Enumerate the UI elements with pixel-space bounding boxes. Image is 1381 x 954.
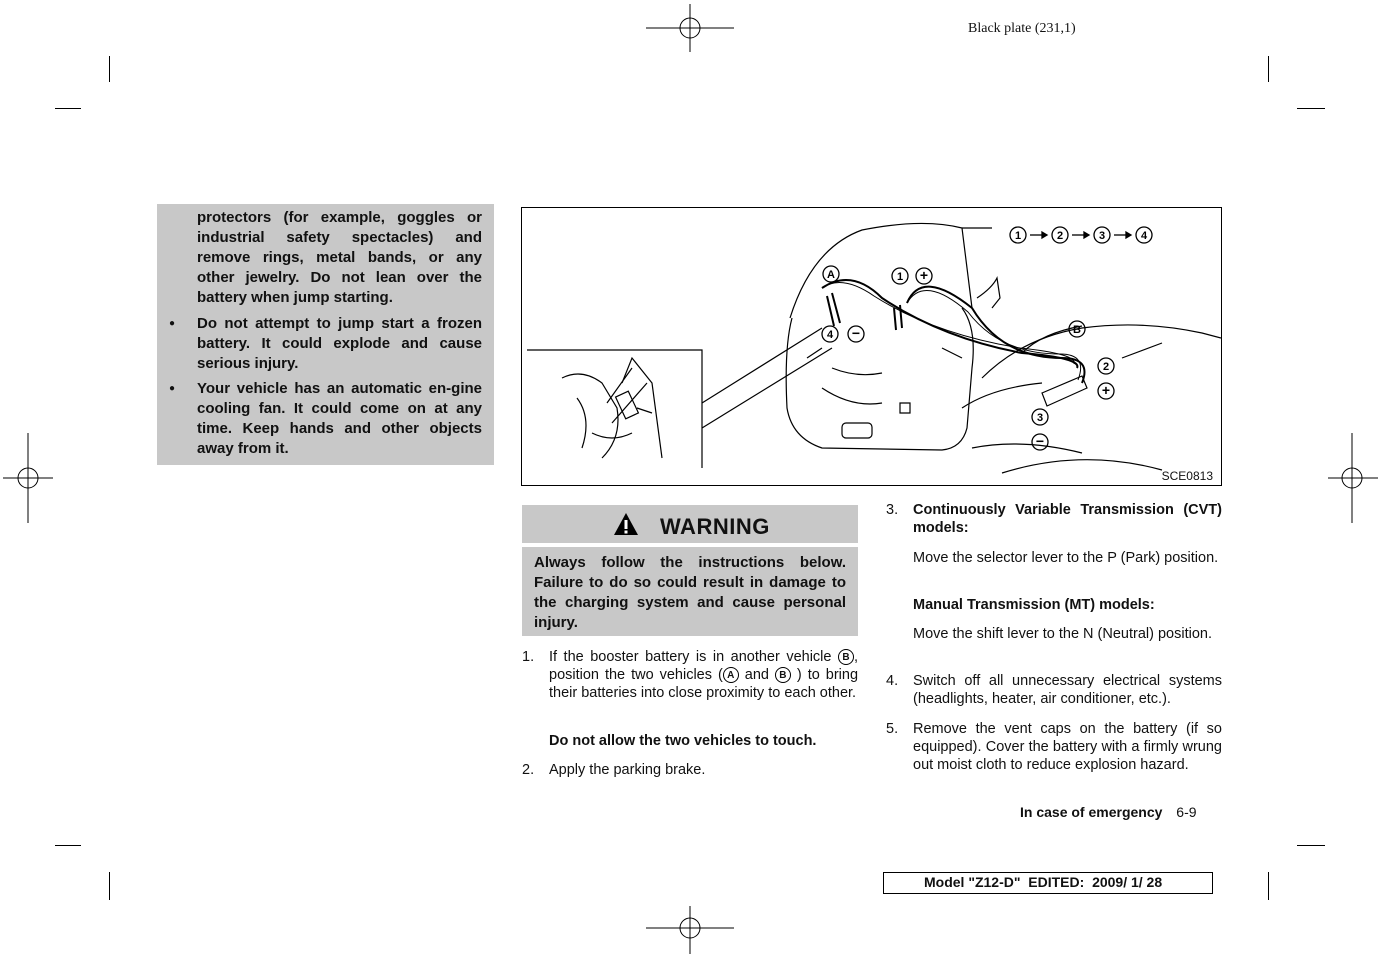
step-1-note: Do not allow the two vehicles to touch. (549, 733, 817, 749)
callout-b-label: B (1073, 324, 1081, 336)
step-3-heading: Continuously Variable Transmission (CVT) models: (913, 502, 1222, 536)
vehicle-b-badge: B (838, 649, 854, 665)
step-1-part: If the booster battery is in another vehicle (549, 649, 832, 665)
callout-2-label: 2 (1102, 361, 1110, 373)
step-3-heading-mt: Manual Transmission (MT) models: (913, 597, 1155, 613)
jump-start-illustration (522, 208, 1221, 485)
step-5-text: Remove the vent caps on the battery (if so equipped). Cover the battery with a firmly wrung out moist cloth to reduce explosion hazard. (913, 721, 1222, 773)
vehicle-a-badge: A (723, 667, 739, 683)
callout-3-label: 3 (1036, 412, 1044, 424)
model-box (883, 872, 1213, 894)
step-number: 2. (522, 762, 535, 778)
step-3-text-mt: Move the shift lever to the N (Neutral) position. (913, 626, 1212, 642)
warning-title: WARNING (660, 514, 770, 539)
model-prefix: Model " (924, 874, 975, 890)
warning-bullet: ● Do not attempt to jump start a frozen battery. It could explode and cause serious injury. (197, 314, 482, 374)
step-number: 5. (886, 721, 899, 737)
page-number: 6-9 (1176, 804, 1197, 820)
callout-plus-label: + (919, 267, 929, 283)
vehicle-b-badge: B (775, 667, 791, 683)
callout-plus-label: + (1101, 382, 1111, 398)
warning-intro-text: protectors (for example, goggles or industrial safety spectacles) and remove rings, metal bands, or any other jewelry. Do not lean over the battery when jump starting. (197, 209, 482, 306)
step-1-part: and (744, 667, 769, 683)
warning-continuation-box (157, 204, 494, 465)
sequence-step: 2 (1056, 230, 1064, 242)
step-3-text: Move the selector lever to the P (Park) position. (913, 550, 1219, 566)
callout-minus-label: − (1035, 433, 1045, 449)
warning-bullet: ● Your vehicle has an automatic en-gine cooling fan. It could come on at any time. Keep hands and other objects away from it. (197, 379, 482, 459)
warning-body: Always follow the instructions below. Failure to do so could result in damage to the charging system and cause personal injury. (522, 547, 858, 636)
page-footer (1020, 804, 1197, 820)
step-2-text: Apply the parking brake. (549, 762, 706, 778)
warning-bullet-list (197, 314, 482, 459)
crosshair-icon (646, 4, 734, 52)
step-1-part: , position the two vehicles ( (549, 649, 858, 683)
callout-1-label: 1 (896, 271, 904, 283)
figure-code: SCE0813 (1161, 469, 1213, 483)
crosshair-icon (3, 433, 53, 523)
crosshair-icon (646, 906, 734, 954)
callout-4-label: 4 (826, 329, 834, 341)
step-4-text: Switch off all unnecessary electrical systems (headlights, heater, air conditioner, etc.). (913, 673, 1222, 707)
sequence-step: 4 (1140, 230, 1148, 242)
step-number: 1. (522, 649, 535, 665)
model-code: Z12-D (974, 874, 1014, 890)
step-1-part: ) (796, 667, 802, 683)
jump-start-figure (521, 207, 1222, 486)
sequence-step: 1 (1014, 230, 1022, 242)
crosshair-icon (1328, 433, 1378, 523)
step-1-part: to bring their batteries into close proximity to each other. (549, 667, 859, 701)
sequence-step: 3 (1098, 230, 1106, 242)
callout-a-label: A (827, 269, 835, 281)
plate-label: Black plate (231,1) (968, 21, 1076, 36)
step-1-text (549, 648, 858, 702)
model-suffix: " EDITED: 2009/ 1/ 28 (1013, 874, 1163, 890)
step-number: 3. (886, 502, 899, 518)
warning-triangle-icon (613, 512, 639, 536)
step-number: 4. (886, 673, 899, 689)
callout-minus-label: − (851, 325, 861, 341)
section-name: In case of emergency (1020, 804, 1163, 820)
